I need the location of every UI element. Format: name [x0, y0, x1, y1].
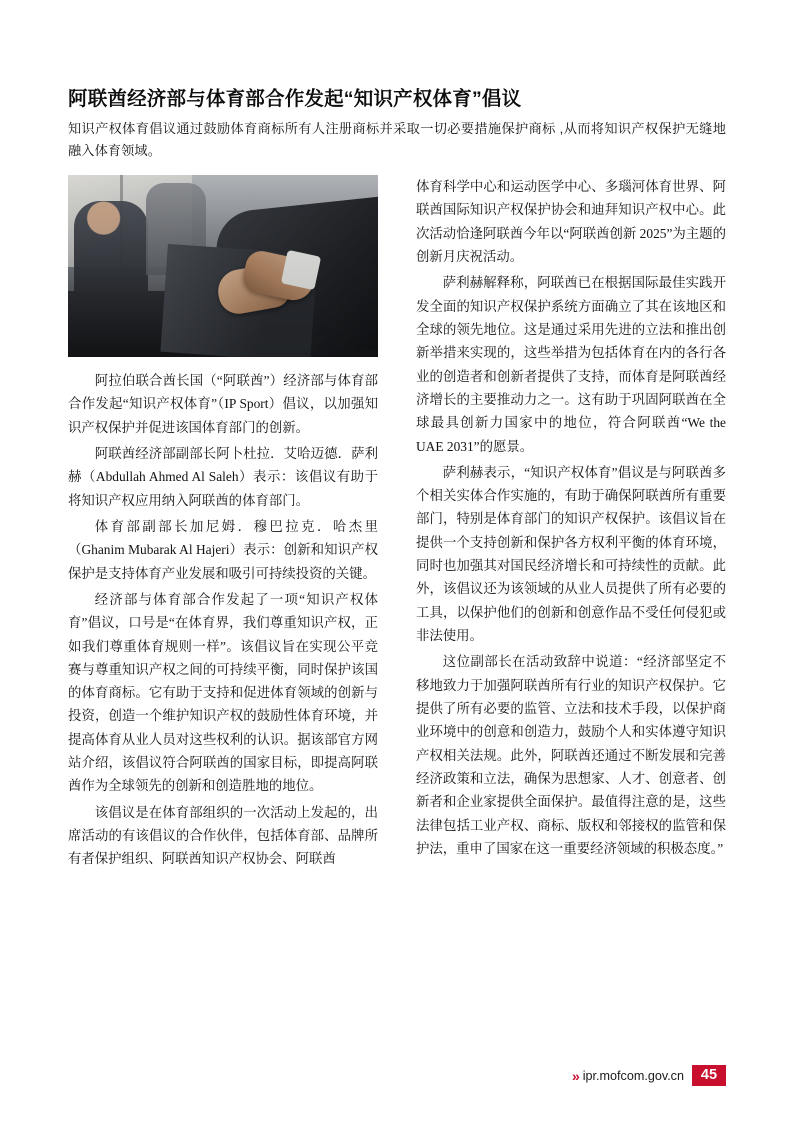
- paragraph: 该倡议是在体育部组织的一次活动上发起的，出席活动的有该倡议的合作伙伴，包括体育部、品牌所有者保护组织、阿联酋知识产权协会、阿联酋: [68, 804, 378, 867]
- page-number-badge: 45: [692, 1065, 726, 1086]
- paragraph: 这位副部长在活动致辞中说道：“经济部坚定不移地致力于加强阿联酋所有行业的知识产权保护。它提供了所有必要的监管、立法和技术手段，以保护商业环境中的创意和创造力，鼓励个人和实体遵守知识产权相关法规。此外，阿联酋还通过不断发展和完善经济政策和立法，确保为思想家、人才、创意者、创新者和企业家提供全面保护。最值得注意的是，这些法律包括工业产权、商标、版权和邻接权的监管和保护法，重申了国家在这一重要经济领域的积极态度。”: [416, 654, 726, 856]
- paragraph: 阿联酋经济部副部长阿卜杜拉．艾哈迈德．萨利赫（Abdullah Ahmed Al Saleh）表示：该倡议有助于将知识产权应用纳入阿联酋的体育部门。: [68, 446, 378, 508]
- paragraph: 体育部副部长加尼姆．穆巴拉克．哈杰里（Ghanim Mubarak Al Hajeri）表示：创新和知识产权保护是支持体育产业发展和吸引可持续投资的关键。: [68, 518, 378, 581]
- paragraph: 萨利赫解释称，阿联酋已在根据国际最佳实践开发全面的知识产权保护系统方面确立了其在该地区和全球的领先地位。这是通过采用先进的立法和推出创新举措来实现的，这些举措为包括体育在内的各行各业的创造者和创新者提供了支持，而体育是阿联酋经济增长的主要推动力之一。这有助于巩固阿联酋在全球最具创新力国家中的地位，符合阿联酋“We the UAE 2031”的愿景。: [416, 275, 726, 454]
- paragraph: 体育科学中心和运动医学中心、多瑙河体育世界、阿联酋国际知识产权保护协会和迪拜知识产权中心。此次活动恰逢阿联酋今年以“阿联酋创新 2025”为主题的创新月庆祝活动。: [416, 179, 726, 264]
- article-columns: [68, 175, 726, 1015]
- right-column: [416, 175, 726, 1015]
- left-column: [68, 175, 378, 1015]
- handshake-photo: [68, 175, 378, 357]
- paragraph: 阿拉伯联合酋长国（“阿联酋”）经济部与体育部合作发起“知识产权体育”（IP Sport）倡议，以加强知识产权保护并促进该国体育部门的创新。: [68, 373, 378, 435]
- photo-vignette: [68, 175, 378, 357]
- footer-content: [572, 1065, 726, 1086]
- paragraph: 萨利赫表示，“知识产权体育”倡议是与阿联酋多个相关实体合作实施的，有助于确保阿联酋所有重要部门，特别是体育部门的知识产权保护。该倡议旨在提供一个支持创新和保护各方权利平衡的体育环境，同时也加强其对国民经济增长和可持续性的贡献。此外，该倡议还为该领域的从业人员提供了所有必要的工具，以保护他们的创新和创意作品不受任何侵犯或非法使用。: [416, 464, 726, 643]
- article-deck: 知识产权体育倡议通过鼓励体育商标所有人注册商标并采取一切必要措施保护商标 ,从而将知识产权保护无缝地融入体育领域。: [68, 121, 726, 158]
- paragraph: 经济部与体育部合作发起了一项“知识产权体育”倡议，口号是“在体育界，我们尊重知识产权，正如我们尊重体育规则一样”。该倡议旨在实现公平竞赛与尊重知识产权之间的可持续平衡，同时保护该国的体育商标。它有助于支持和促进体育领域的创新与投资，创造一个维护知识产权的鼓励性体育环境，并提高体育从业人员对这些权利的认识。据该部官方网站介绍，该倡议符合阿联酋的国家目标，即提高阿联酋作为全球领先的创新和创造胜地的地位。: [68, 591, 378, 794]
- page-footer: [68, 1066, 726, 1086]
- page-title: 阿联酋经济部与体育部合作发起“知识产权体育”倡议: [68, 88, 522, 110]
- chevron-right-icon: »: [571, 1067, 579, 1084]
- footer-website-link[interactable]: ipr.mofcom.gov.cn: [582, 1068, 684, 1083]
